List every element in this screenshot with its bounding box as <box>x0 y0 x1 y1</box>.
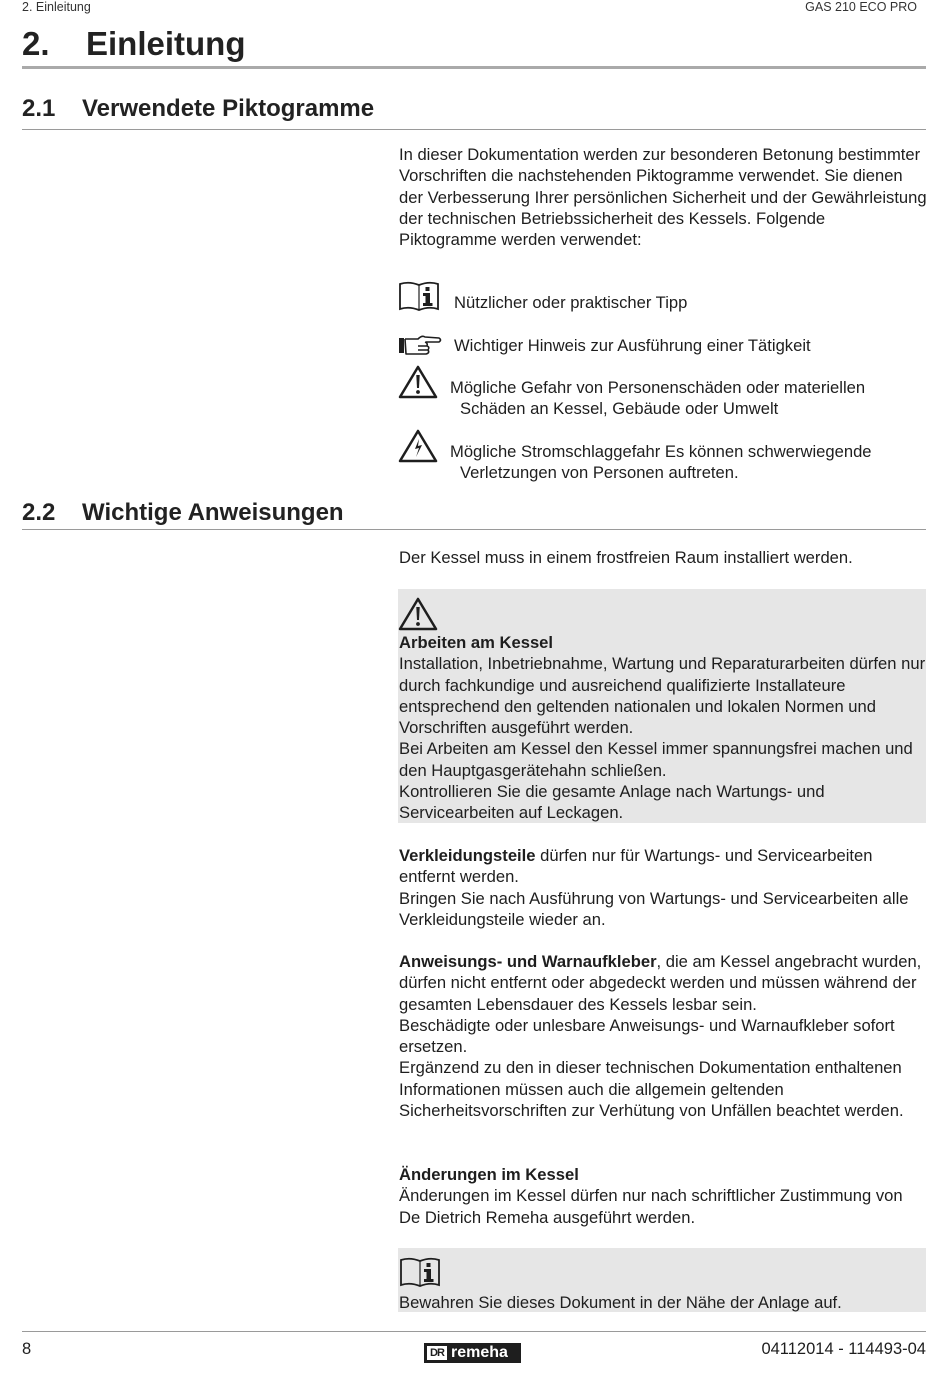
pictogram-text-electric-line1: Mögliche Stromschlaggefahr Es können schwerwiegende <box>450 442 872 461</box>
stickers-paragraph-2: Beschädigte oder unlesbare Anweisungs- und Warnaufkleber sofort ersetzen. <box>399 1015 895 1057</box>
stickers-block <box>399 951 927 1121</box>
section-number: 2.2 <box>22 499 56 526</box>
cladding-text: dürfen nur für Wartungs- und Servicearbeiten entfernt werden. <box>399 846 873 887</box>
electric-hazard-icon <box>398 429 438 463</box>
warning-box-paragraph: Installation, Inbetriebnahme, Wartung und Reparaturarbeiten dürfen nur durch fachkundige und ausreichend qualifizierte Installateure entsprechend den geltenden nationalen und lokalen Normen und Vorschriften ausgeführt werden. <box>399 654 926 738</box>
section-title: Verwendete Piktogramme <box>82 95 375 122</box>
frost-note: Der Kessel muss in einem frostfreien Raum installiert werden. <box>399 548 853 567</box>
pictogram-text-tip: Nützlicher oder praktischer Tipp <box>454 293 688 312</box>
stickers-text: , die am Kessel angebracht wurden, dürfen nicht entfernt oder abgedeckt werden und müssen während der gesamten Lebensdauer des Kessels lesbar sein. <box>399 952 922 1014</box>
changes-block <box>399 1164 927 1228</box>
chapter-number: 2. <box>22 25 50 62</box>
info-book-icon <box>399 1256 441 1288</box>
running-header-left: 2. Einleitung <box>22 0 91 14</box>
section-heading-2-2 <box>22 499 344 527</box>
warning-triangle-icon <box>398 365 438 399</box>
document-reference: 04112014 - 114493-04 <box>761 1340 926 1358</box>
running-header-right: GAS 210 ECO PRO <box>805 0 917 14</box>
cladding-term: Verkleidungsteile <box>399 846 536 865</box>
chapter-rule <box>22 66 926 69</box>
warning-box-content <box>399 632 927 824</box>
chapter-title: Einleitung <box>86 25 246 62</box>
section-heading-2-1 <box>22 95 374 123</box>
warning-triangle-icon <box>398 597 438 631</box>
section-rule <box>22 529 926 530</box>
intro-paragraph: In dieser Dokumentation werden zur besonderen Betonung bestimmter Vorschriften die nachstehenden Piktogramme verwendet. Sie dienen der Verbesserung Ihrer persönlichen Sicherheit und der Gewährleistung der technischen Betriebssicherheit des Kessels. Folgende Piktogramme werden verwendet: <box>399 145 927 250</box>
logo-text: remeha <box>451 1344 508 1361</box>
remeha-logo <box>424 1343 521 1363</box>
stickers-paragraph-3: Ergänzend zu den in dieser technischen Dokumentation enthaltenen Informationen müssen auch die allgemein geltenden Sicherheitsvorschriften zur Verhütung von Unfällen beachtet werden. <box>399 1058 904 1121</box>
cladding-block <box>399 845 927 930</box>
page-number: 8 <box>22 1340 32 1358</box>
warning-box-paragraph: Bei Arbeiten am Kessel den Kessel immer spannungsfrei machen und den Hauptgasgerätehahn schließen. <box>399 739 913 780</box>
warning-box-heading: Arbeiten am Kessel <box>399 633 554 652</box>
section-rule <box>22 129 926 130</box>
stickers-paragraph <box>399 951 927 1015</box>
pictogram-text-danger-line1: Mögliche Gefahr von Personenschäden oder materiellen <box>450 378 866 397</box>
pictogram-text-danger <box>450 377 925 420</box>
chapter-heading <box>22 25 246 63</box>
pictogram-text-electric <box>450 441 925 484</box>
pictogram-text-electric-line2: Verletzungen von Personen auftreten. <box>460 463 739 483</box>
changes-heading: Änderungen im Kessel <box>399 1165 579 1184</box>
pictogram-text-danger-line2: Schäden an Kessel, Gebäude oder Umwelt <box>460 399 779 419</box>
changes-text: Änderungen im Kessel dürfen nur nach schriftlicher Zustimmung von De Dietrich Remeha ausgeführt werden. <box>399 1186 903 1227</box>
warning-box-paragraph: Kontrollieren Sie die gesamte Anlage nach Wartungs- und Servicearbeiten auf Leckagen. <box>399 782 825 823</box>
logo-mark: DR <box>427 1346 447 1360</box>
pictogram-text-note: Wichtiger Hinweis zur Ausführung einer Tätigkeit <box>454 336 811 355</box>
pointing-hand-icon <box>398 333 442 357</box>
cladding-paragraph-2: Bringen Sie nach Ausführung von Wartungs- und Servicearbeiten alle Verkleidungsteile wieder an. <box>399 888 909 929</box>
info-book-icon <box>398 280 440 312</box>
section-title: Wichtige Anweisungen <box>82 499 344 526</box>
section-number: 2.1 <box>22 95 56 122</box>
info-box-text: Bewahren Sie dieses Dokument in der Nähe der Anlage auf. <box>399 1293 842 1312</box>
footer-rule <box>22 1331 926 1332</box>
cladding-paragraph <box>399 845 927 888</box>
stickers-term: Anweisungs- und Warnaufkleber <box>399 952 657 971</box>
